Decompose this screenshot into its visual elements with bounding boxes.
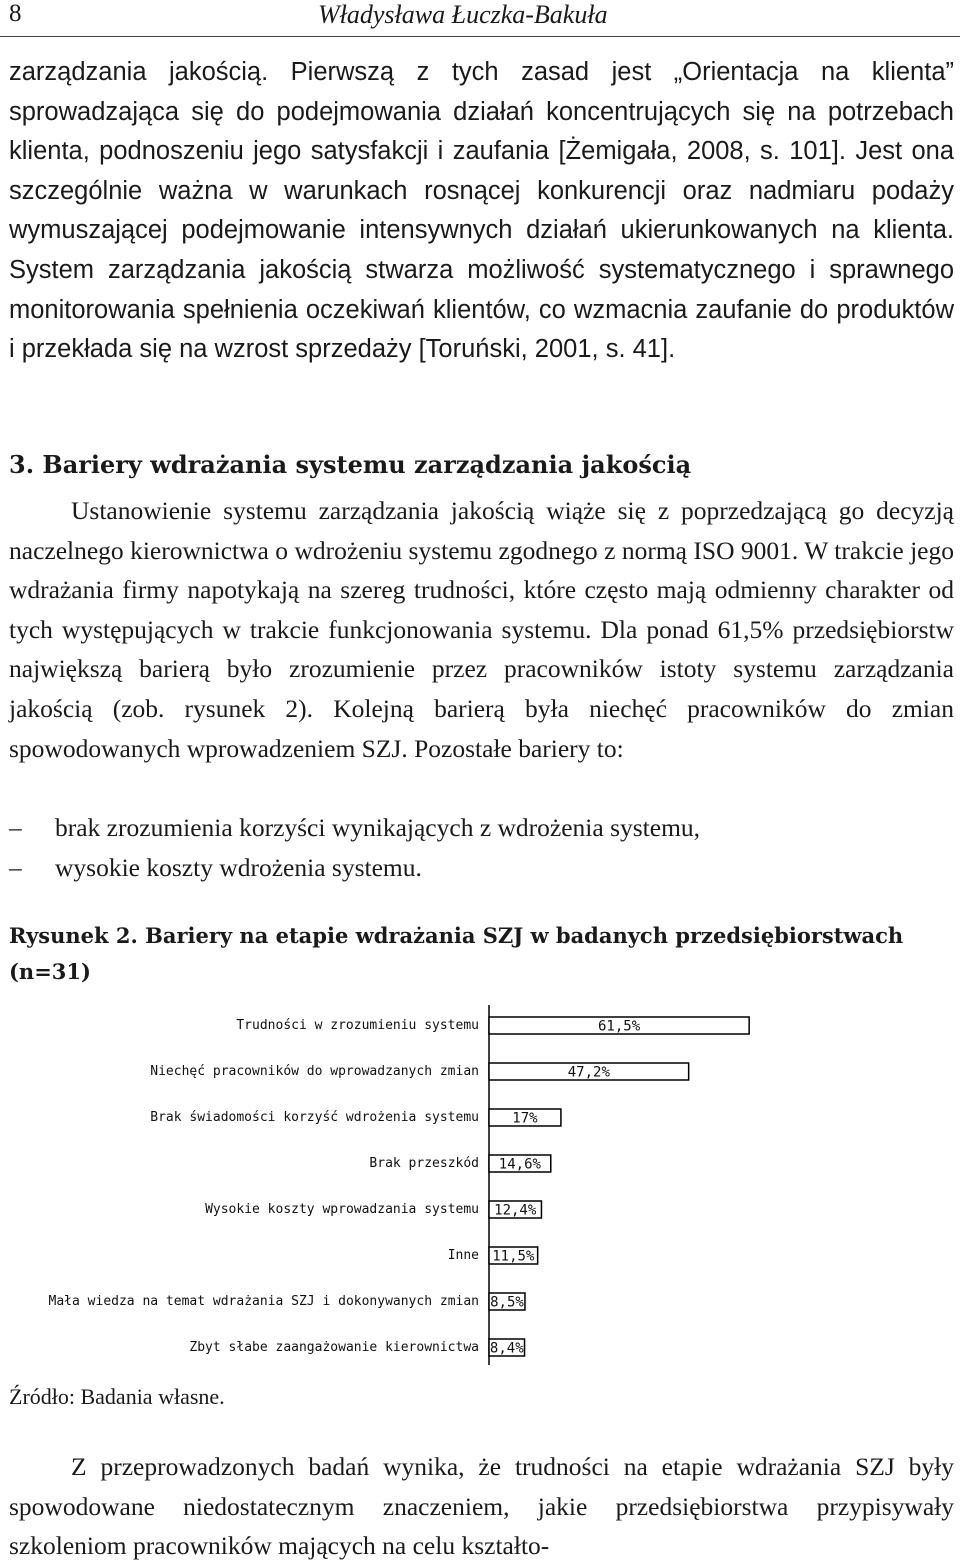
page-number: 8 xyxy=(9,0,22,27)
barrier-list xyxy=(9,808,954,887)
figure-source: Źródło: Badania własne. xyxy=(9,1384,225,1409)
data-label: 47,2% xyxy=(567,1064,610,1081)
body-paragraph-2: Ustanowienie systemu zarządzania jakością wiąże się z poprzedzającą go decyzją naczelnego kierownictwa o wdrożeniu systemu zgodnego z normą ISO 9001. W trakcie jego wdrażania firmy napotykają na szereg trudności, które często mają odmienny charakter od tych występujących w trakcie funkcjonowania systemu. Dla ponad 61,5% przedsiębiorstw największą barierą było zrozumienie przez pracowników istoty systemu zarządzania jakością (zob. rysunek 2). Kolejną barierą była niechęć pracowników do zmian spowodowanych wprowadzeniem SZJ. Pozostałe bariery to: xyxy=(9,496,954,763)
data-label: 11,5% xyxy=(492,1248,535,1265)
category-label: Zbyt słabe zaangażowanie kierownictwa xyxy=(189,1340,479,1355)
category-label: Brak świadomości korzyść wdrożenia systemu xyxy=(150,1110,479,1125)
data-label: 8,4% xyxy=(489,1340,524,1357)
running-author: Władysława Łuczka-Bakuła xyxy=(318,0,608,29)
category-label: Niechęć pracowników do wprowadzanych zmian xyxy=(150,1064,479,1079)
bullet-dash: – xyxy=(9,813,22,842)
data-label: 17% xyxy=(512,1110,538,1127)
data-label: 14,6% xyxy=(498,1156,541,1173)
section-heading: 3. Bariery wdrażania systemu zarządzania jakością xyxy=(9,450,692,479)
barrier-bar-chart xyxy=(0,1000,960,1370)
body-paragraph-1: zarządzania jakością. Pierwszą z tych zasad jest „Orientacja na klienta” sprowadzająca się do podejmowania działań koncentrujących się na potrzebach klienta, podnoszeniu jego satysfakcji i zaufania [Żemigała, 2008, s. 101]. Jest ona szczególnie ważna w warunkach rosnącej konkurencji oraz nadmiaru podaży wymuszającej podejmowanie intensywnych działań ukierunkowanych na klienta. System zarządzania jakością stwarza możliwość systematycznego i sprawnego monitorowania spełnienia oczekiwań klientów, co wzmacnia zaufanie do produktów i przekłada się na wzrost sprzedaży [Toruński, 2001, s. 41]. xyxy=(9,58,954,364)
body-paragraph-3: Z przeprowadzonych badań wynika, że trudności na etapie wdrażania SZJ były spowodowane niedostatecznym znaczeniem, jakie przedsiębiorstwa przypisywały szkoleniom pracowników mających na celu kształto- xyxy=(9,1452,954,1561)
category-label: Brak przeszkód xyxy=(369,1156,479,1171)
list-item xyxy=(9,848,954,888)
list-item xyxy=(9,808,954,848)
data-label: 61,5% xyxy=(597,1018,641,1035)
category-label: Mała wiedza na temat wdrażania SZJ i dokonywanych zmian xyxy=(48,1294,479,1309)
data-label: 12,4% xyxy=(494,1202,537,1219)
category-label: Wysokie koszty wprowadzania systemu xyxy=(205,1202,479,1217)
bullet-dash: – xyxy=(9,852,22,882)
list-item-text: wysokie koszty wdrożenia systemu. xyxy=(55,852,422,882)
list-item-text: brak zrozumienia korzyści wynikających z wdrożenia systemu, xyxy=(55,813,701,842)
running-header xyxy=(0,0,960,37)
data-label: 8,5% xyxy=(490,1294,524,1311)
category-label: Trudności w zrozumieniu systemu xyxy=(236,1018,479,1033)
category-label: Inne xyxy=(447,1248,479,1263)
figure-caption: Rysunek 2. Bariery na etapie wdrażania SZJ w badanych przedsiębiorstwach (n=31) xyxy=(9,923,904,984)
